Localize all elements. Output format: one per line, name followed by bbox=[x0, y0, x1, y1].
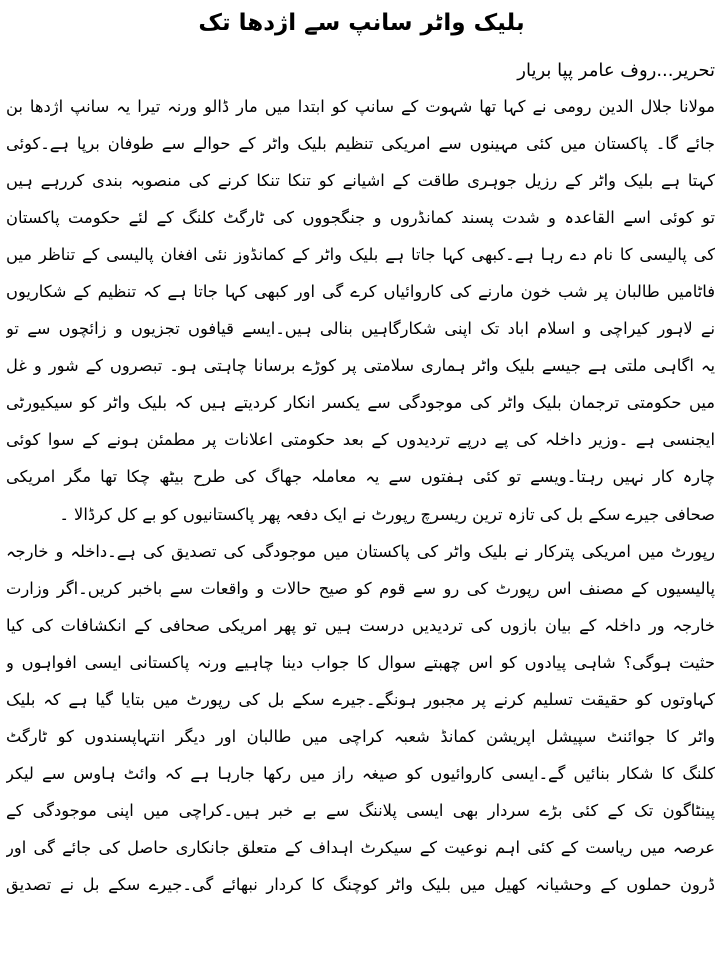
body-line: واٹر کا جوائنٹ سپیشل اپریشن کمانڈ شعبہ کراچی میں طالبان اور دیگر انتہاپسندوں کو ٹارگٹ bbox=[6, 726, 715, 746]
body-line: پالیسیوں کے مصنف اس رپورٹ کی رو سے قوم کو صیح حالات و واقعات سے باخبر کریں۔اگر وزارت bbox=[6, 578, 715, 598]
body-line: حثیت ہوگی؟ شاہی پیادوں کو اس چھبتے سوال کا جواب دینا چاہیے ورنہ پاکستانی ایسی افواہوں و bbox=[6, 652, 715, 672]
body-line: عرصہ میں ریاست کے کئی اہم نوعیت کے سیکرٹ اہداف کے متعلق جانکاری حاصل کی جائے گی اور bbox=[6, 837, 715, 857]
body-line: جائے گا۔ پاکستان میں کئی مہینوں سے امریکی تنظیم بلیک واٹر کے حوالے سے طوفان برپا ہے۔کوئی bbox=[6, 134, 715, 154]
body-line: ایجنسی ہے ۔وزیر داخلہ کی پے درپے تردیدوں کے بعد حکومتی اعلانات پر مطمئن ہونے کے سوا کوئی bbox=[6, 430, 715, 450]
body-line: تو کوئی اسے القاعدہ و شدت پسند کمانڈروں و جنگجووں کی ٹارگٹ کلنگ کے لئے حکومت پاکستان bbox=[6, 208, 715, 228]
body-line: کہتا ہے بلیک واٹر کے رزیل جوہری طاقت کے اشیانے کو تنکا تنکا کرنے کی منصوبہ بندی کررہے ہیں bbox=[6, 171, 715, 191]
body-line: کہاوتوں کو حقیقت تسلیم کرنے پر مجبور ہونگے۔جیرے سکے بل کی رپورٹ میں بتایا گیا ہے کہ بلیک bbox=[6, 689, 715, 709]
body-line: کی پالیسی کا نام دے رہا ہے۔کبھی کہا جاتا ہے بلیک واٹر کے کمانڈوز نئی افغان پالیسی کے تناظر میں bbox=[6, 245, 715, 265]
body-line: خارجہ ور داخلہ کے بیان بازوں کی تردیدیں درست ہیں تو پھر امریکی صحافی کے انکشافات کی کیا bbox=[6, 615, 715, 635]
body-line: میں حکومتی ترجمان بلیک واٹر کی موجودگی سے یکسر انکار کردیتے ہیں کہ بلیک واٹر کو سیکیورٹی bbox=[6, 393, 715, 413]
article-title: بلیک واٹر سانپ سے اژدھا تک bbox=[198, 10, 525, 36]
article-body bbox=[6, 88, 715, 903]
body-line: پینٹاگون تک کے کئی بڑے سردار بھی ایسی پلاننگ سے بے خبر ہیں۔کراچی میں اپنی موجودگی کے bbox=[6, 800, 715, 820]
body-line: چارہ کار نہیں رہتا۔ویسے تو کئی ہفتوں سے یہ معاملہ جھاگ کی طرح بیٹھ چکا تھا مگر امریکی bbox=[6, 467, 715, 487]
body-line: فاٹامیں طالبان پر شب خون مارنے کی کاروائیاں کرے گی اور کبھی کہا جاتا ہے کہ تنظیم کے شکاریوں bbox=[6, 282, 715, 302]
body-line: کلنگ کا شکار بنائیں گے۔ایسی کاروائیوں کو صیغہ راز میں رکھا جارہا ہے کہ وائٹ ہاوس سے لیکر bbox=[6, 763, 715, 783]
body-line: رپورٹ میں امریکی پترکار نے بلیک واٹر کی پاکستان میں موجودگی کی تصدیق کی ہے۔داخلہ و خارجہ bbox=[6, 541, 715, 561]
body-line: یہ اگاہی ملتی ہے جیسے بلیک واٹر ہماری سلامتی پر کوڑے برسانا چاہتی ہو۔ تبصروں کے شور و غل bbox=[6, 356, 715, 376]
article-byline: تحریر...روف عامر پپا بریار bbox=[517, 60, 715, 81]
body-line: ڈرون حملوں کے وحشیانہ کھیل میں بلیک واٹر کوچنگ کا کردار نبھائے گی۔جیرے سکے بل نے تصدیق bbox=[6, 874, 715, 894]
body-line: مولانا جلال الدین رومی نے کہا تھا شہوت کے سانپ کو ابتدا میں مار ڈالو ورنہ تیرا یہ سانپ اژدھا بن bbox=[6, 97, 715, 116]
body-line: نے لاہور کیراچی و اسلام اباد تک اپنی شکارگاہیں بنالی ہیں۔ایسے قیافوں تجزیوں و زائچوں سے تو bbox=[6, 319, 715, 339]
body-line: صحافی جیرے سکے بل کی تازہ ترین ریسرچ رپورٹ نے ایک دفعہ پھر پاکستانیوں کو بے کل کرڈالا ۔ bbox=[59, 504, 715, 524]
